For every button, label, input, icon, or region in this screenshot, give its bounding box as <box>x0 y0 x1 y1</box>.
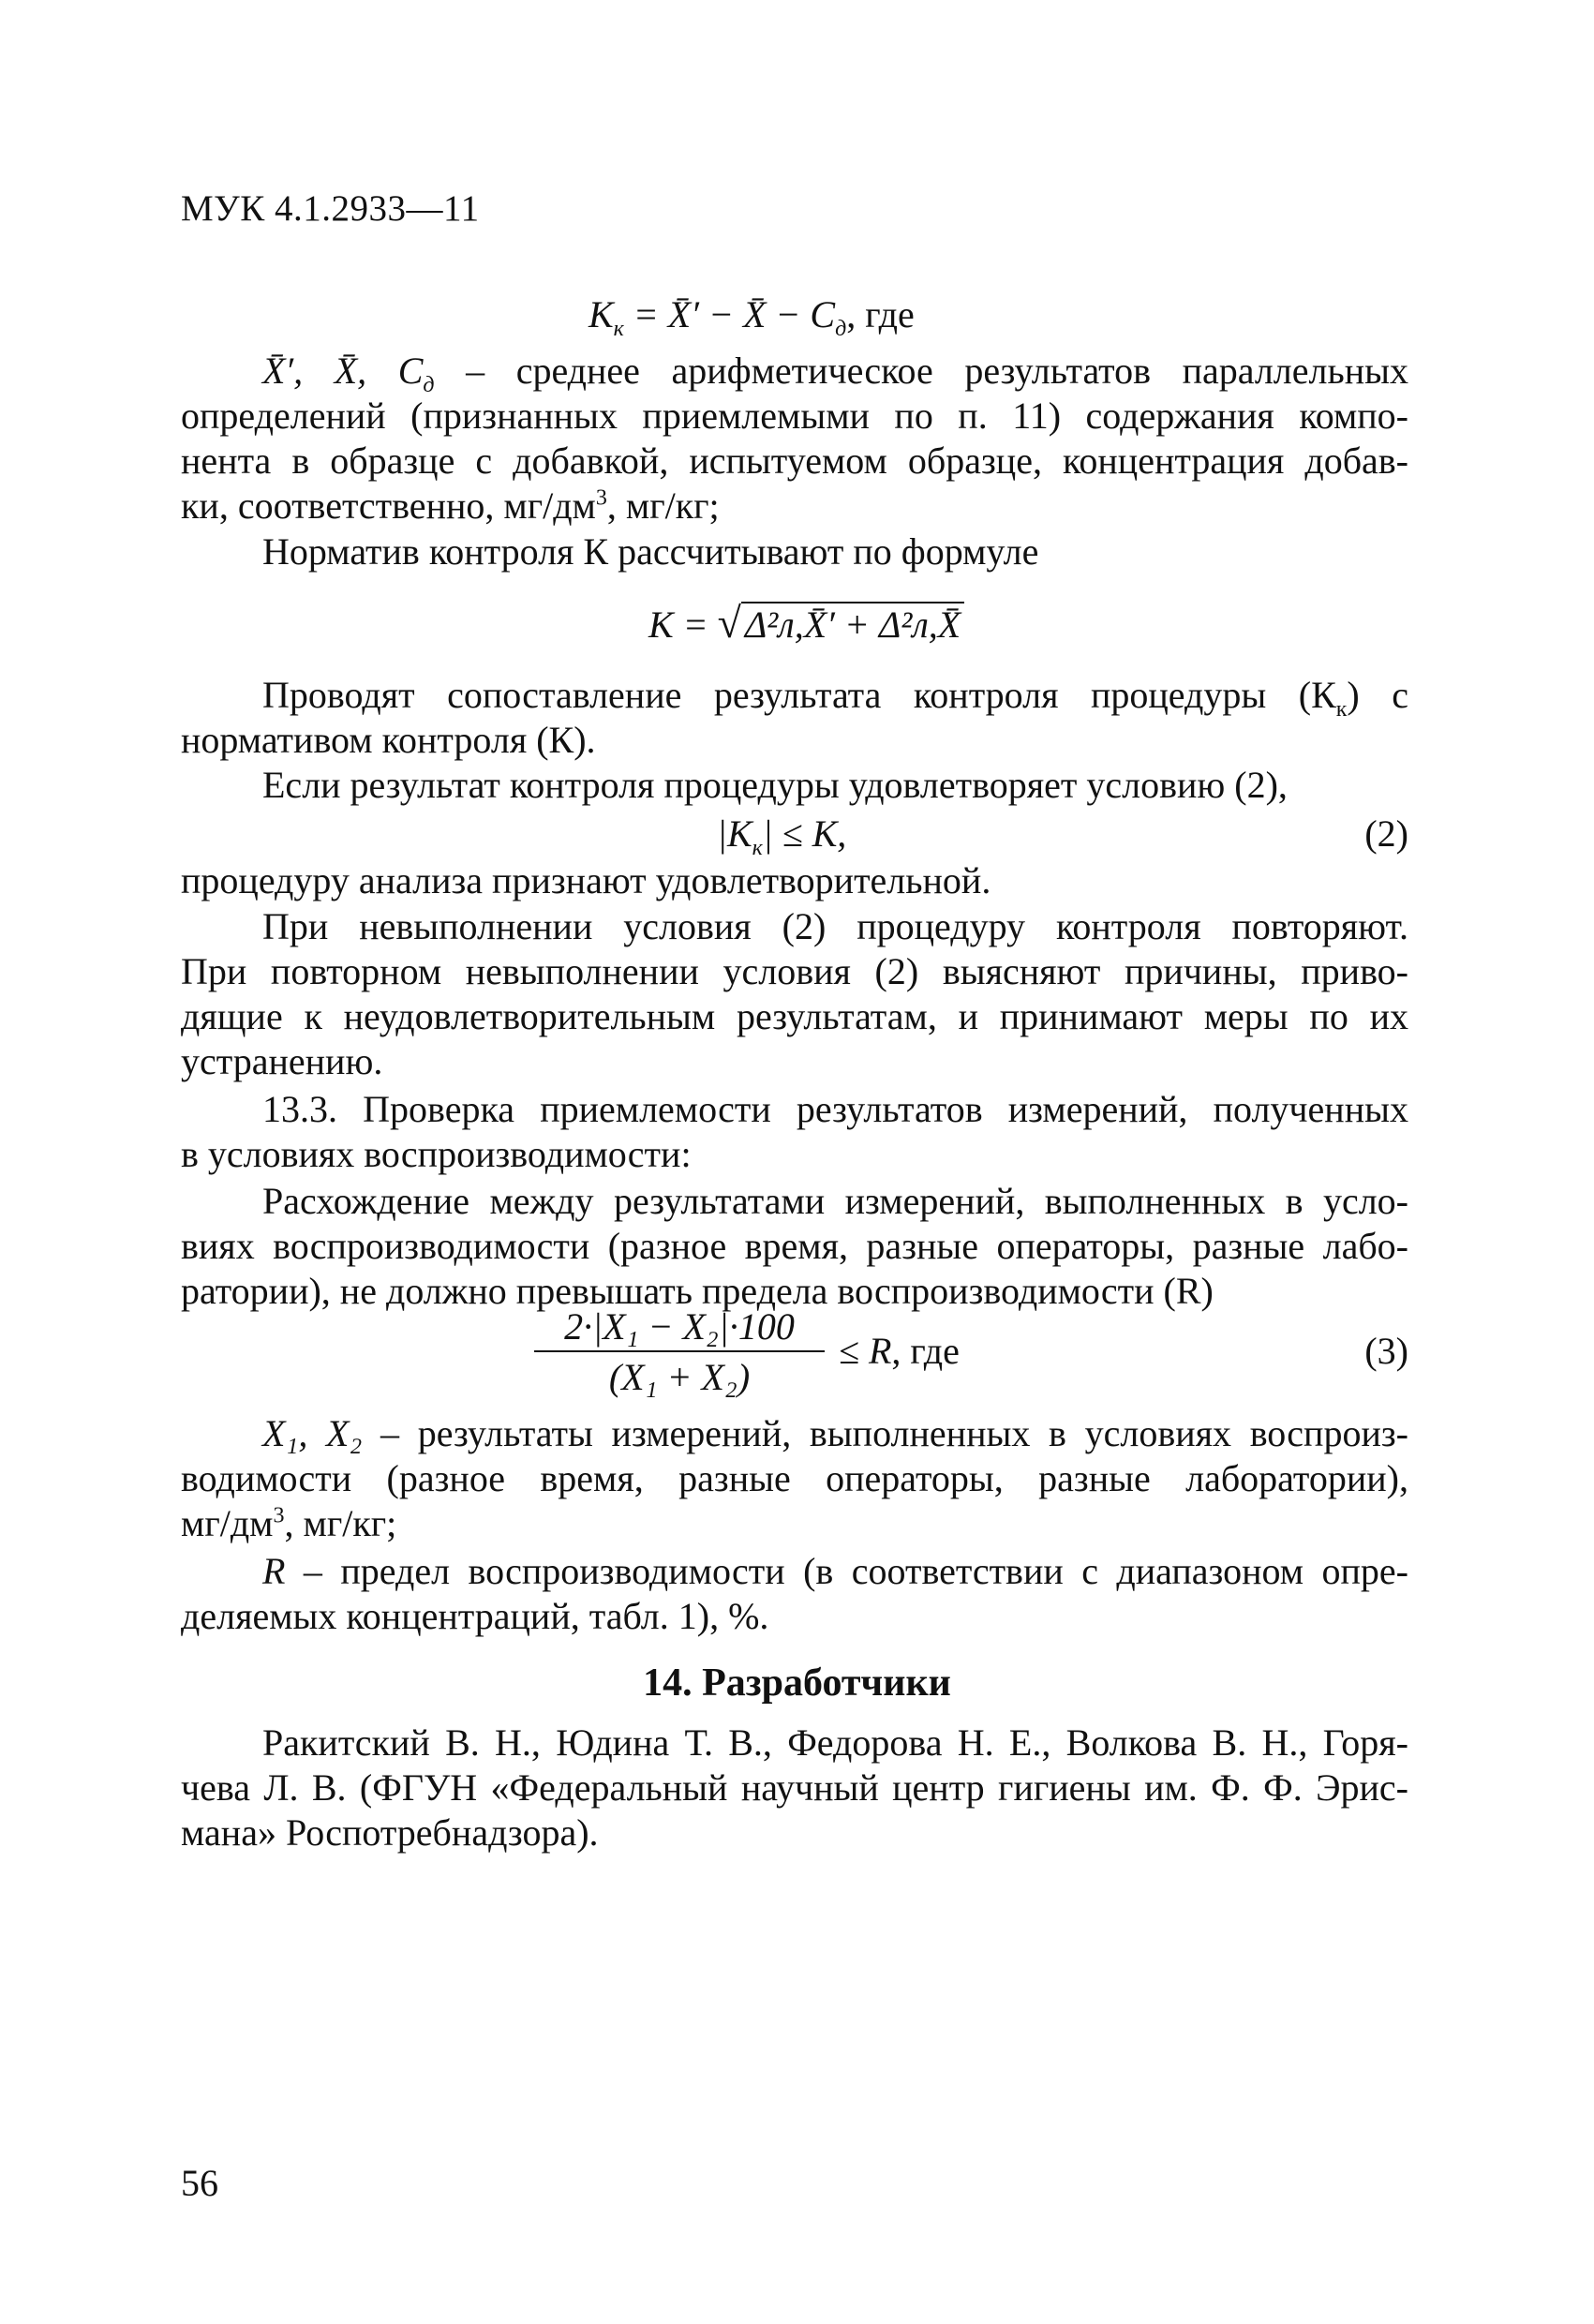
paragraph-line: чева Л. В. (ФГУН «Федеральный научный центр гигиены им. Ф. Ф. Эрис- <box>181 1766 1408 1809</box>
paragraph-text: – предел воспроизводимости (в соответствии с диапазоном опре- <box>285 1550 1408 1592</box>
formula-kk-lhs-sub: к <box>613 317 624 341</box>
document-header: МУК 4.1.2933—11 <box>181 188 480 229</box>
paragraph-line: Ракитский В. Н., Юдина Т. В., Федорова Н. Е., Волкова В. Н., Горя- <box>262 1721 1408 1764</box>
paragraph-line: мана» Роспотребнадзора). <box>181 1811 599 1854</box>
paragraph-line: нента в образце с добавкой, испытуемом образце, концентрация добав- <box>181 439 1408 482</box>
paragraph-line: определений (признанных приемлемыми по п. 11) содержания компо- <box>181 395 1408 437</box>
formula-k-radicand: Δ²л,X̄′ + Δ²л,X̄ <box>741 602 964 646</box>
paragraph-line: процедуру анализа признают удовлетворительной. <box>181 859 991 901</box>
subscript: к <box>1335 697 1348 722</box>
fraction-bar <box>534 1350 825 1352</box>
formula-kk <box>588 292 915 341</box>
condition-tail: | ≤ К, <box>762 812 847 855</box>
paragraph-line: При повторном невыполнении условия (2) выясняют причины, приво- <box>181 950 1408 992</box>
formula3-rhs-expr: ≤ R <box>839 1330 892 1372</box>
formula-kk-lhs: К <box>588 293 614 335</box>
formula3-tail: , где <box>891 1330 960 1372</box>
paragraph-line: дящие к неудовлетворительным результатам, и принимают меры по их <box>181 995 1408 1037</box>
variable-r: R <box>262 1550 286 1592</box>
paragraph-line: в условиях воспроизводимости: <box>181 1133 692 1175</box>
formula-kk-tail: , где <box>846 293 915 335</box>
paragraph-text: , мг/кг; <box>606 484 720 527</box>
paragraph-line: деляемых концентраций, табл. 1), %. <box>181 1595 769 1637</box>
paragraph-line: 13.3. Проверка приемлемости результатов измерений, полученных <box>262 1088 1408 1130</box>
paragraph-line <box>262 1411 1408 1456</box>
condition-expr: |К <box>717 812 752 855</box>
condition-sub: к <box>752 836 763 860</box>
superscript: 3 <box>595 485 607 511</box>
variable-sub: д <box>423 373 435 397</box>
paragraph-line: Если результат контроля процедуры удовлетворяет условию (2), <box>262 764 1288 806</box>
sqrt-symbol: √ <box>717 599 741 647</box>
formula3-numerator: 2·|X₁ − X₂|·100 <box>564 1305 795 1348</box>
paragraph-text: – результаты измерений, выполненных в условиях воспроиз- <box>362 1412 1408 1454</box>
paragraph-text: ) с <box>1347 674 1408 716</box>
paragraph-text: Проводят сопоставление результата контроля процедуры (К <box>262 674 1336 716</box>
page-number: 56 <box>181 2162 218 2204</box>
paragraph-line: водимости (разное время, разные операторы, разные лаборатории), <box>181 1457 1408 1499</box>
paragraph-line: ратории), не должно превышать предела воспроизводимости (R) <box>181 1270 1214 1312</box>
paragraph-line: виях воспроизводимости (разное время, разные операторы, разные лабо- <box>181 1225 1408 1267</box>
paragraph-text: , мг/кг; <box>284 1502 397 1544</box>
formula-k <box>648 598 964 648</box>
paragraph-line: Норматив контроля К рассчитывают по формуле <box>262 530 1039 573</box>
paragraph-line <box>262 673 1408 722</box>
paragraph-line <box>262 349 1408 397</box>
paragraph-line <box>181 484 1408 529</box>
paragraph-text: мг/дм <box>181 1502 274 1544</box>
formula-k-lhs: К = <box>648 603 718 646</box>
formula3-rhs <box>839 1329 960 1373</box>
superscript: 3 <box>273 1503 285 1528</box>
formula-kk-rhs: = X̄′ − X̄ − C <box>633 293 836 335</box>
formula3-denominator: (X₁ + X₂) <box>608 1356 751 1398</box>
variables-list: X̄′, X̄, C <box>262 350 424 392</box>
section-heading: 14. Разработчики <box>643 1661 951 1705</box>
paragraph-text: – среднее арифметическое результатов параллельных <box>434 350 1408 392</box>
paragraph-line: При невыполнении условия (2) процедуру контроля повторяют. <box>262 905 1408 947</box>
variables-x1-x2: X₁, X₂ <box>262 1412 363 1454</box>
paragraph-line: Расхождение между результатами измерений, выполненных в усло- <box>262 1180 1408 1222</box>
paragraph-line <box>262 1549 1408 1594</box>
paragraph-line: устранению. <box>181 1040 383 1082</box>
paragraph-line: нормативом контроля (К). <box>181 719 596 761</box>
paragraph-line <box>181 1501 1408 1546</box>
equation-number-2: (2) <box>1364 812 1408 855</box>
formula-kk-rhs-sub: д <box>835 317 847 341</box>
formula-condition <box>717 812 847 860</box>
paragraph-text: ки, соответственно, мг/дм <box>181 484 596 527</box>
equation-number-3: (3) <box>1364 1330 1408 1372</box>
